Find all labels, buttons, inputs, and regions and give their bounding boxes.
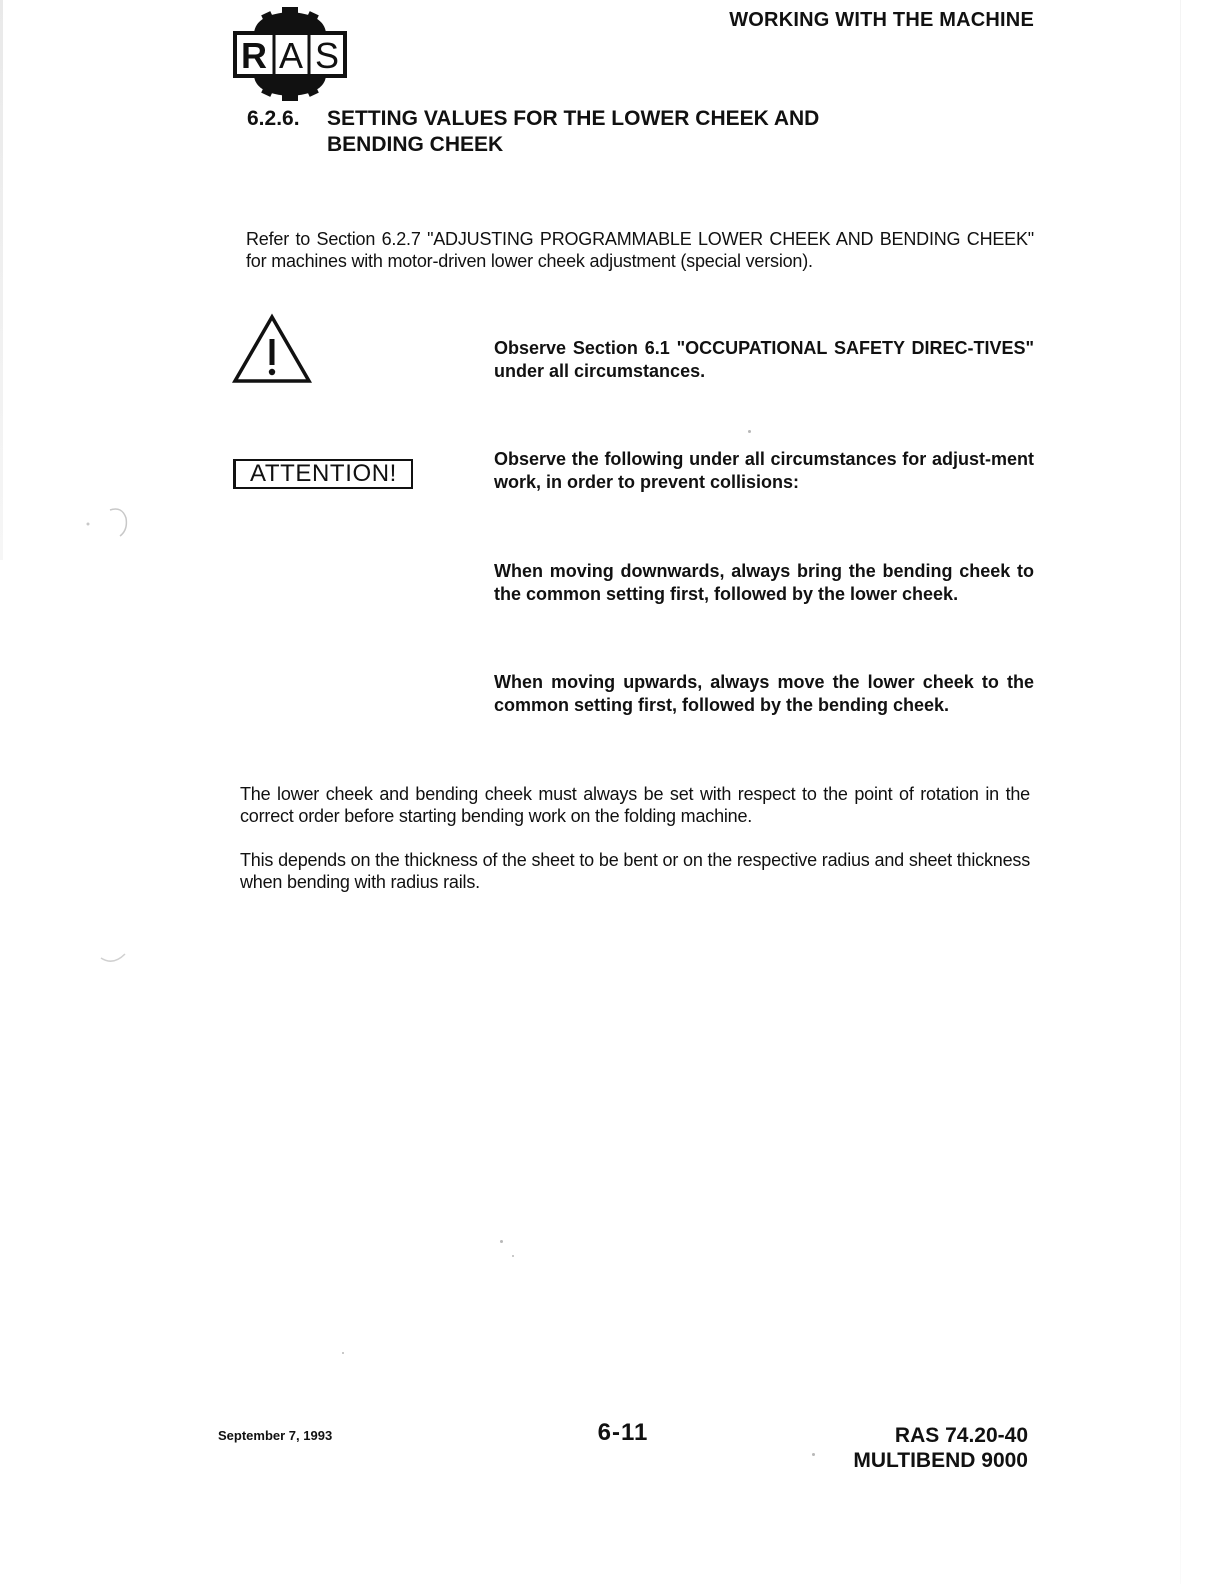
scan-speck xyxy=(95,940,135,970)
scan-speck xyxy=(512,1255,514,1257)
footer-doc-number: RAS 74.20-40 xyxy=(894,1424,1028,1447)
svg-text:R: R xyxy=(241,35,267,76)
section-title: SETTING VALUES FOR THE LOWER CHEEK AND BENDING CHEEK xyxy=(327,107,820,156)
setting-order-paragraph: The lower cheek and bending cheek must always be set with respect to the point of rotation in the correct order before starting bending work on the folding machine. xyxy=(240,784,1030,826)
ras-logo xyxy=(232,6,348,104)
scan-left-edge xyxy=(0,0,3,560)
sheet-thickness-paragraph: This depends on the thickness of the sheet to be bent or on the respective radius and sheet thickness when bending with radius rails. xyxy=(240,850,1030,892)
footer-date: September 7, 1993 xyxy=(218,1428,333,1443)
scan-right-edge xyxy=(1180,0,1181,1584)
footer-page-number: 6-11 xyxy=(597,1419,649,1446)
instruction-moving-upwards: When moving upwards, always move the lower cheek to the common setting first, followed by the bending cheek. xyxy=(494,672,1034,715)
footer-model: MULTIBEND 9000 xyxy=(853,1449,1028,1472)
warning-triangle-icon xyxy=(232,313,312,385)
scan-speck xyxy=(80,500,140,550)
section-number: 6.2.6. xyxy=(247,107,300,130)
scan-speck xyxy=(342,1352,344,1354)
scan-speck xyxy=(748,430,751,433)
scan-speck xyxy=(500,1240,503,1243)
attention-label: ATTENTION! xyxy=(233,459,413,489)
ras-gear-logo-icon xyxy=(232,6,348,104)
page-header-title: WORKING WITH THE MACHINE xyxy=(729,9,1034,31)
svg-text:S: S xyxy=(314,35,340,76)
intro-paragraph: Refer to Section 6.2.7 "ADJUSTING PROGRAMMABLE LOWER CHEEK AND BENDING CHEEK" for machines with motor-driven lower cheek adjustment (special version). xyxy=(246,229,1034,271)
attention-note: Observe the following under all circumstances for adjust-ment work, in order to prevent collisions: xyxy=(494,449,1034,492)
svg-text:A: A xyxy=(278,35,304,76)
footer-document-reference xyxy=(780,1423,1028,1473)
safety-directive-note: Observe Section 6.1 "OCCUPATIONAL SAFETY DIREC-TIVES" under all circumstances. xyxy=(494,338,1034,381)
scan-speck xyxy=(812,1453,815,1456)
instruction-moving-downwards: When moving downwards, always bring the bending cheek to the common setting first, followed by the lower cheek. xyxy=(494,561,1034,604)
